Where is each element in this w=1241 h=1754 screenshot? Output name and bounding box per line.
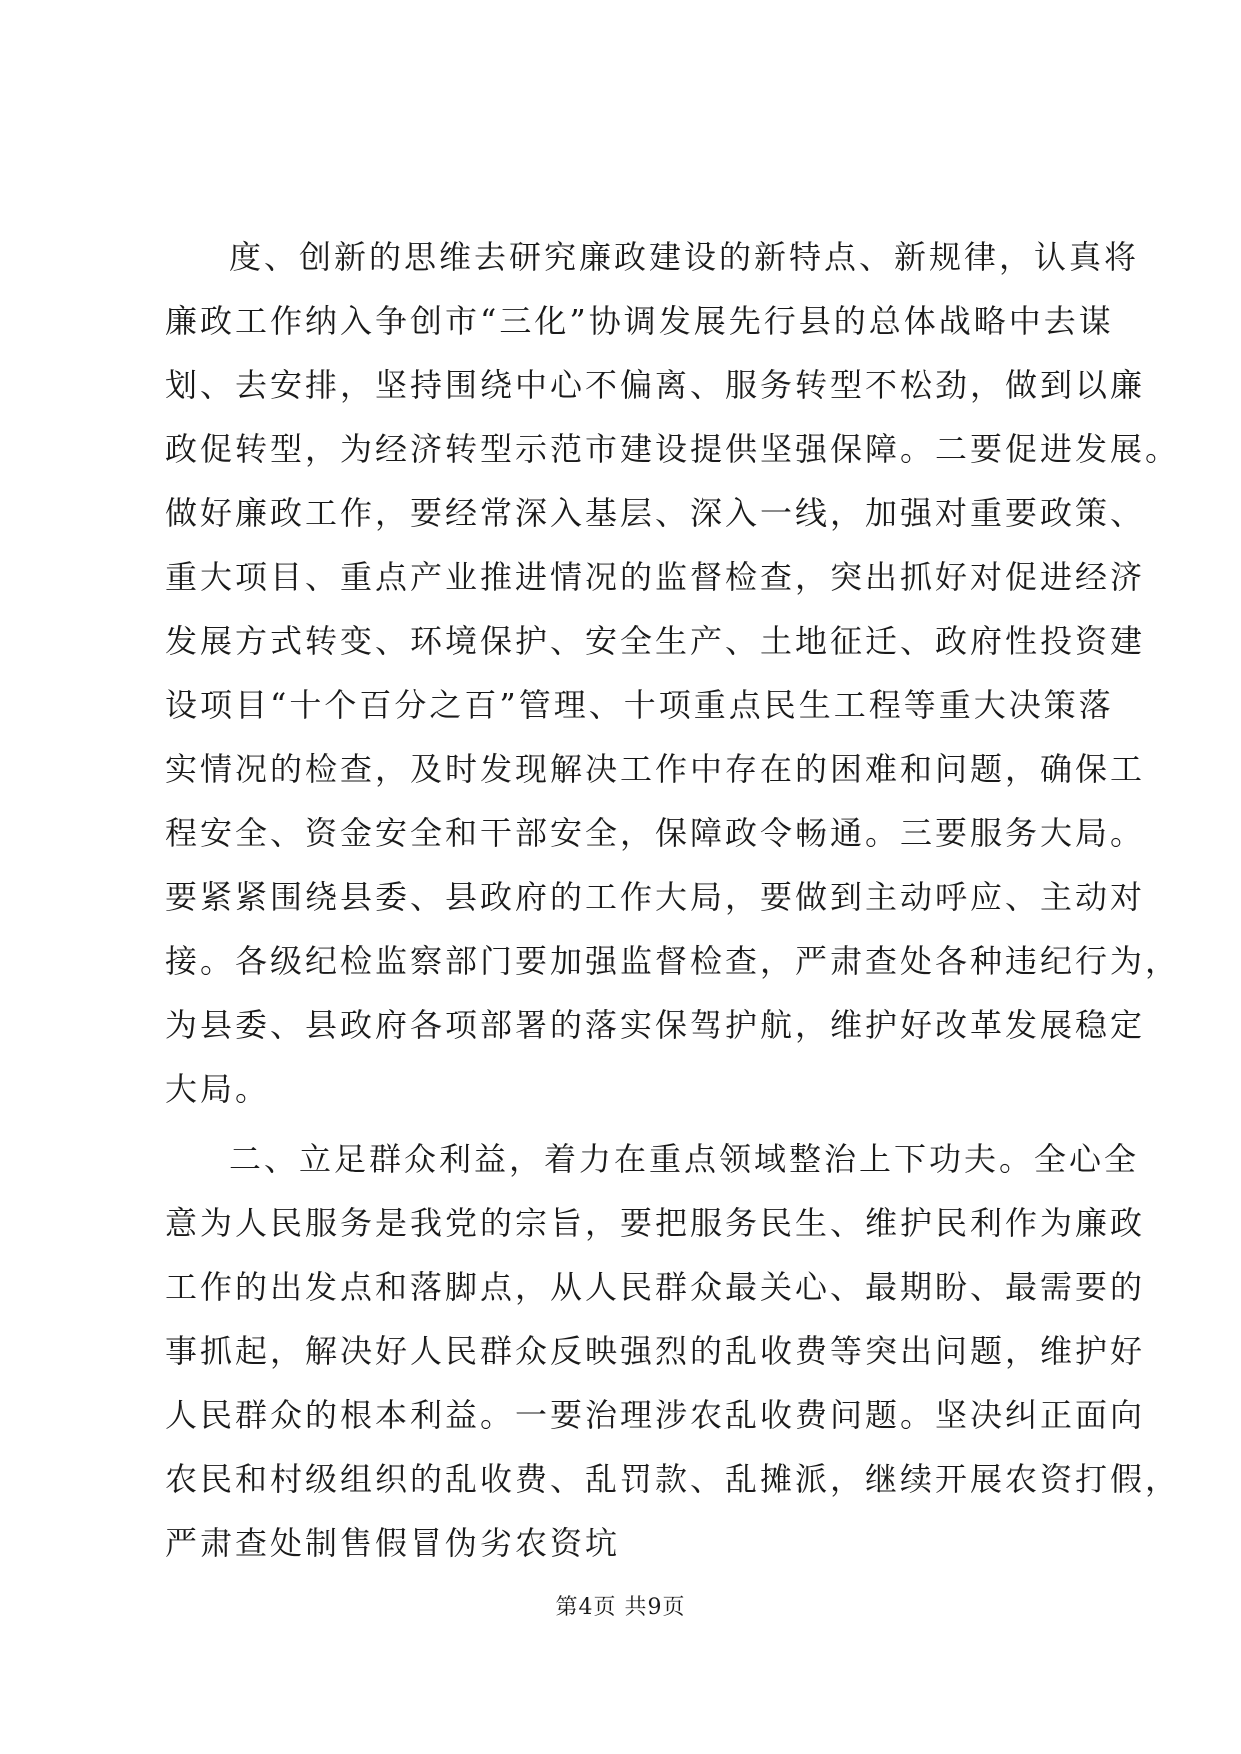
paragraph-line: 发展方式转变、环境保护、安全生产、土地征迁、政府性投资建 xyxy=(165,622,1146,660)
paragraph-line: 政促转型，为经济转型示范市建设提供坚强保障。二要促进发展。 xyxy=(165,430,1181,468)
paragraph-line: 农民和村级组织的乱收费、乱罚款、乱摊派，继续开展农资打假， xyxy=(165,1460,1181,1498)
paragraph-line: 工作的出发点和落脚点，从人民群众最关心、最期盼、最需要的 xyxy=(165,1268,1146,1306)
paragraph-line: 做好廉政工作，要经常深入基层、深入一线，加强对重要政策、 xyxy=(165,494,1146,532)
paragraph-line: 划、去安排，坚持围绕中心不偏离、服务转型不松劲，做到以廉 xyxy=(165,366,1146,404)
paragraph-line: 设项目“十个百分之百”管理、十项重点民生工程等重大决策落 xyxy=(165,686,1114,724)
paragraph-line: 事抓起，解决好人民群众反映强烈的乱收费等突出问题，维护好 xyxy=(165,1332,1146,1370)
paragraph-line: 人民群众的根本利益。一要治理涉农乱收费问题。坚决纠正面向 xyxy=(165,1396,1146,1434)
paragraph-line: 重大项目、重点产业推进情况的监督检查，突出抓好对促进经济 xyxy=(165,558,1146,596)
paragraph-line: 廉政工作纳入争创市“三化”协调发展先行县的总体战略中去谋 xyxy=(165,302,1114,340)
paragraph-line: 要紧紧围绕县委、县政府的工作大局，要做到主动呼应、主动对 xyxy=(165,878,1146,916)
section-heading-line: 二、立足群众利益，着力在重点领域整治上下功夫。全心全 xyxy=(229,1140,1140,1178)
paragraph-line: 接。各级纪检监察部门要加强监督检查，严肃查处各种违纪行为， xyxy=(165,942,1181,980)
paragraph-line: 严肃查处制售假冒伪劣农资坑 xyxy=(165,1524,621,1562)
paragraph-line: 实情况的检查，及时发现解决工作中存在的困难和问题，确保工 xyxy=(165,750,1146,788)
paragraph-line: 大局。 xyxy=(165,1070,271,1108)
paragraph-line: 为县委、县政府各项部署的落实保驾护航，维护好改革发展稳定 xyxy=(165,1006,1146,1044)
paragraph-line: 程安全、资金安全和干部安全，保障政令畅通。三要服务大局。 xyxy=(165,814,1146,852)
document-body xyxy=(165,225,1181,1575)
paragraph-line: 度、创新的思维去研究廉政建设的新特点、新规律，认真将 xyxy=(229,238,1140,276)
paragraph-line: 意为人民服务是我党的宗旨，要把服务民生、维护民利作为廉政 xyxy=(165,1204,1146,1242)
page-number-footer: 第4页 共9页 xyxy=(555,1595,686,1620)
